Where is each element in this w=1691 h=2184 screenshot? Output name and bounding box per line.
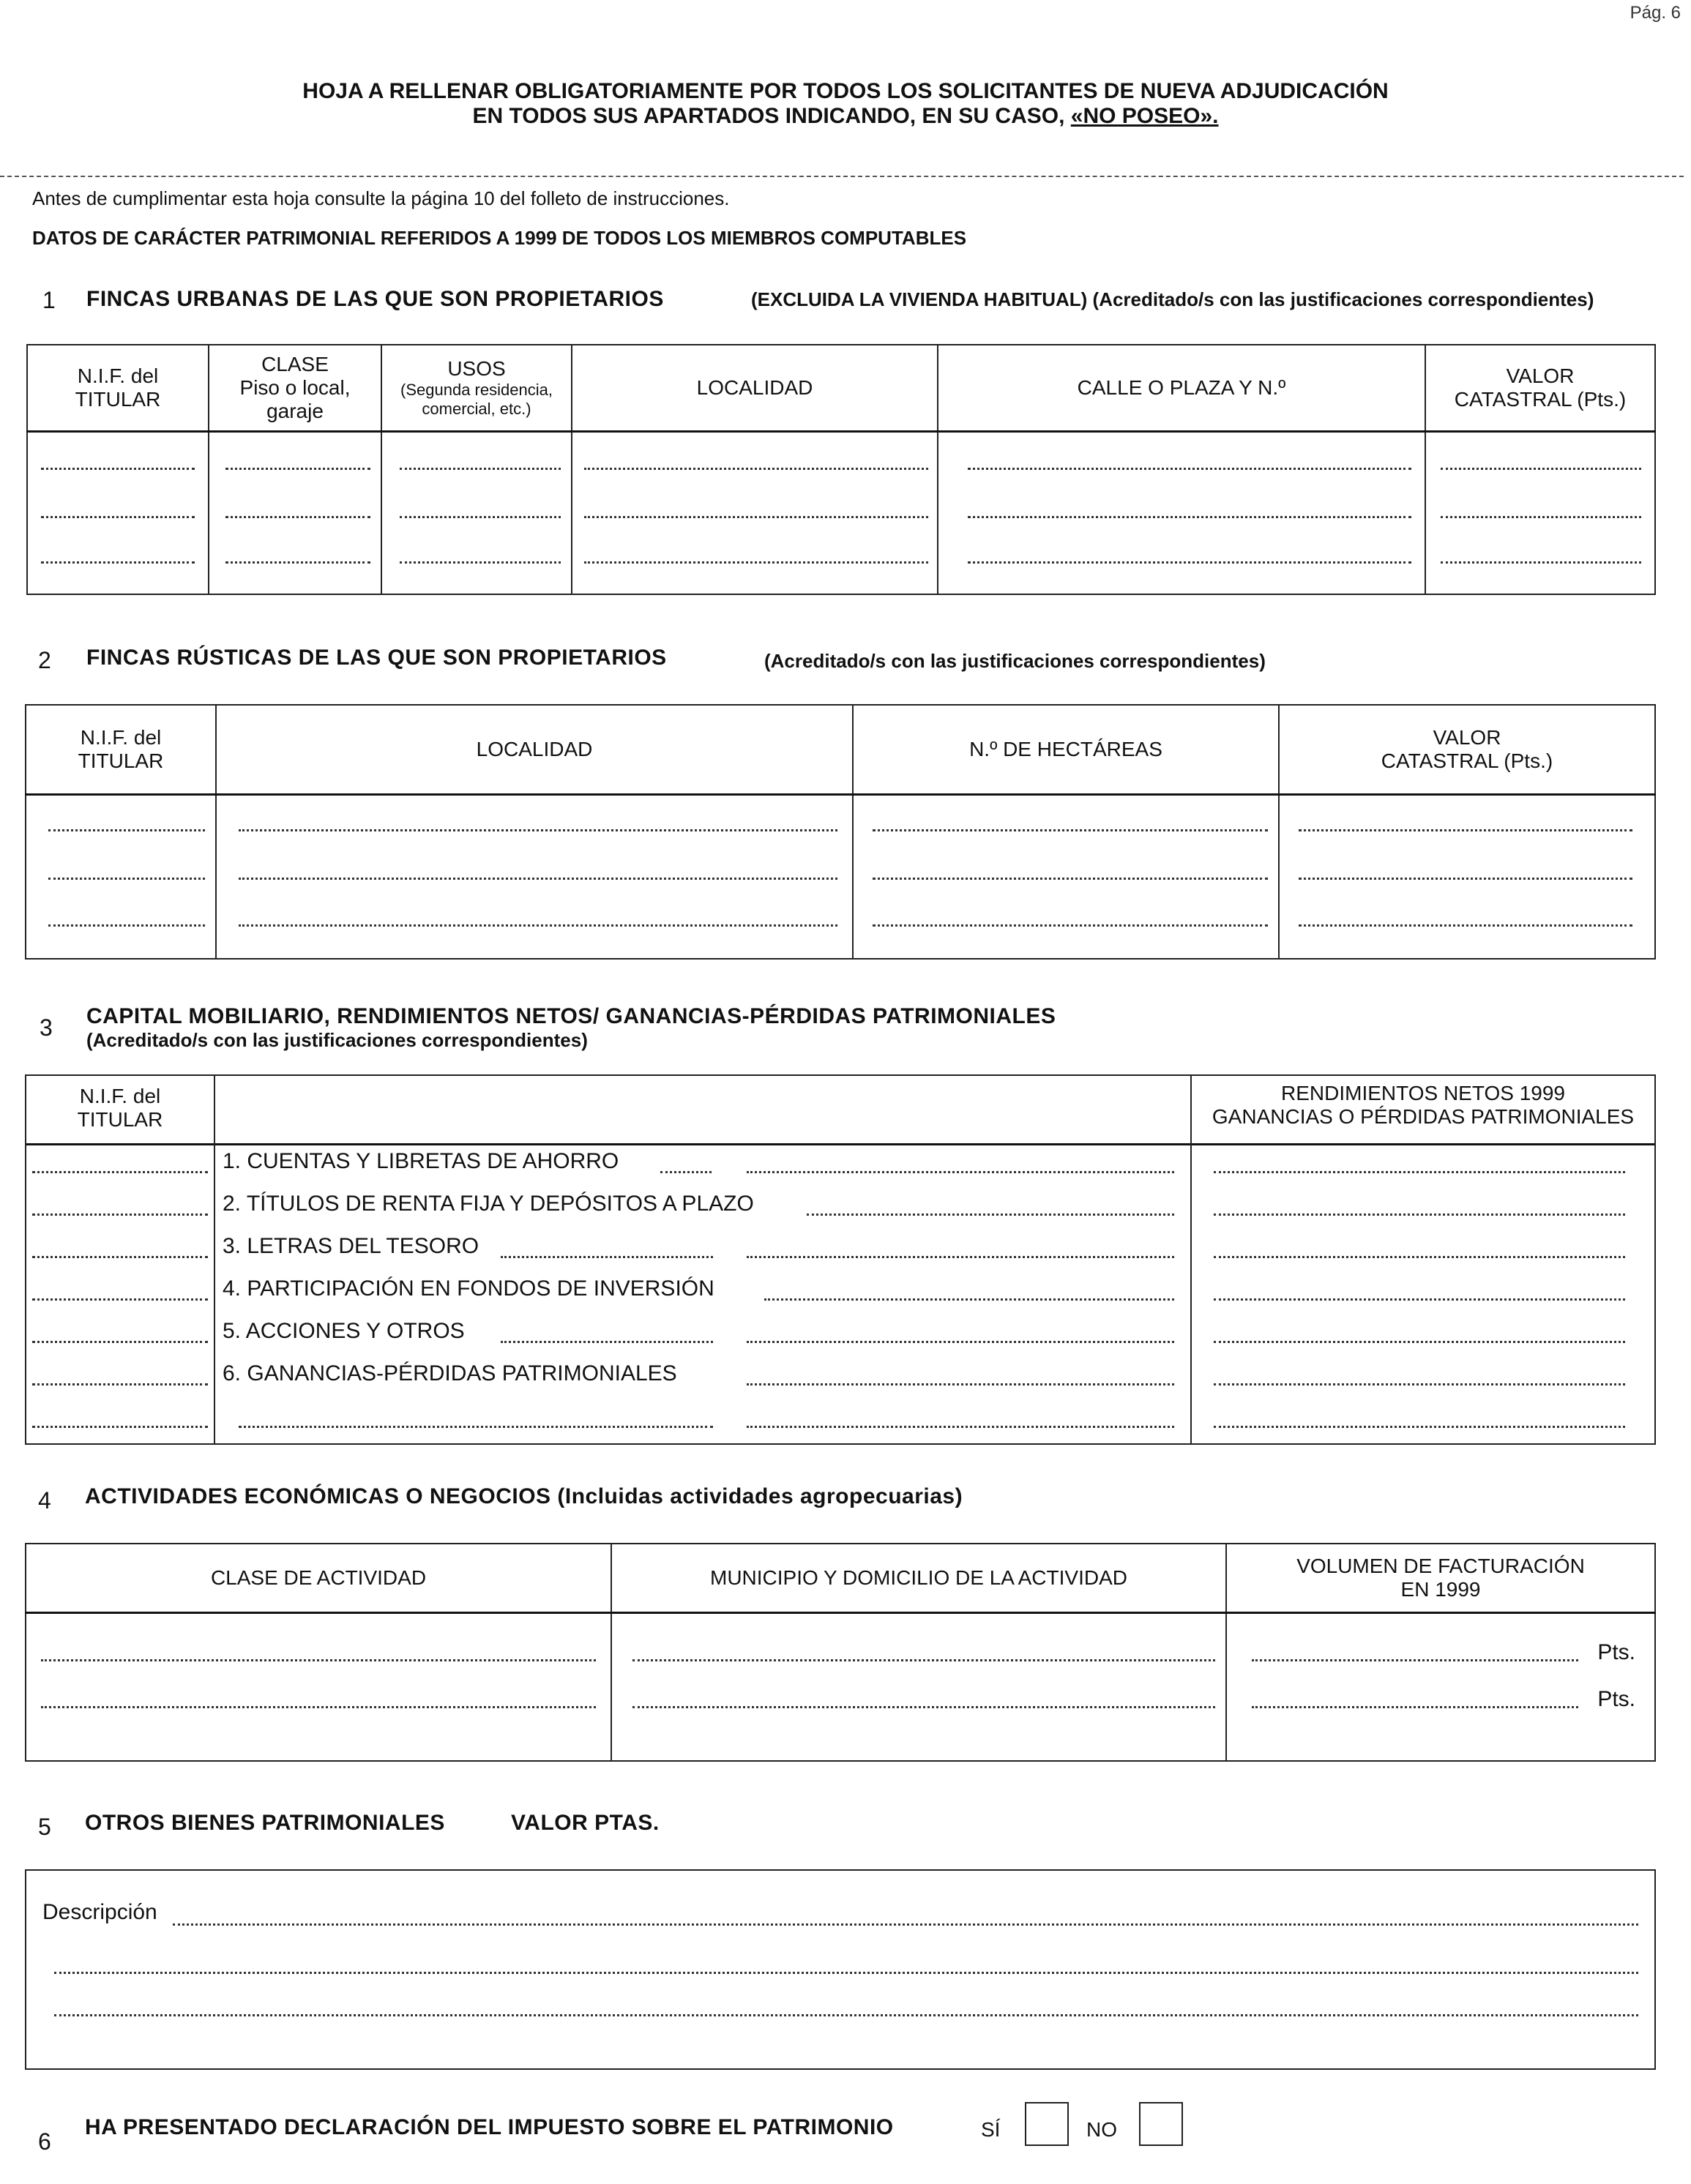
s3-item-5: 5. ACCIONES Y OTROS (223, 1319, 465, 1343)
s3-item-2: 2. TÍTULOS DE RENTA FIJA Y DEPÓSITOS A PLAZO (223, 1192, 754, 1216)
s3-item-5-leader (501, 1341, 713, 1343)
section3-table (25, 1074, 1656, 1445)
s2-col-hectareas: N.º DE HECTÁREAS (853, 705, 1279, 794)
s1-col-valor: VALOR CATASTRAL (Pts.) (1425, 345, 1655, 431)
s2-col-valor: VALOR CATASTRAL (Pts.) (1279, 705, 1655, 794)
s4-col-clase: CLASE DE ACTIVIDAD (26, 1544, 611, 1612)
s5-description-line-2[interactable] (54, 1972, 1638, 1974)
s1-nif-fields[interactable] (27, 431, 209, 594)
section4-title: ACTIVIDADES ECONÓMICAS O NEGOCIOS (Incluidas actividades agropecuarias) (85, 1484, 963, 1508)
s3-item-5-field[interactable] (747, 1341, 1174, 1343)
s2-valor-fields[interactable] (1279, 794, 1655, 959)
s3-rendimientos-fields[interactable] (1192, 1145, 1654, 1442)
s2-col-localidad: LOCALIDAD (216, 705, 853, 794)
s3-item-3-leader (501, 1256, 713, 1258)
form-header-line2-text: EN TODOS SUS APARTADOS INDICANDO, EN SU CASO, (472, 104, 1071, 128)
s5-description-line-3[interactable] (54, 2014, 1638, 2016)
section1-number: 1 (42, 287, 56, 313)
section2-subtitle: (Acreditado/s con las justificaciones correspondientes) (764, 650, 1266, 672)
s3-item-1-field[interactable] (747, 1171, 1174, 1173)
section5-number: 5 (38, 1814, 51, 1840)
form-header-line1: HOJA A RELLENAR OBLIGATORIAMENTE POR TODOS LOS SOLICITANTES DE NUEVA ADJUDICACIÓN (302, 79, 1389, 103)
section2-title: FINCAS RÚSTICAS DE LAS QUE SON PROPIETARIOS (86, 646, 667, 670)
section6-title: HA PRESENTADO DECLARACIÓN DEL IMPUESTO SOBRE EL PATRIMONIO (85, 2115, 894, 2139)
s3-item-3: 3. LETRAS DEL TESORO (223, 1234, 479, 1258)
s4-volumen-fields[interactable] (1226, 1612, 1655, 1761)
s3-item-2-field[interactable] (807, 1213, 1174, 1216)
page-number: Pág. 6 (1630, 3, 1681, 23)
s3-item-3-field[interactable] (747, 1256, 1174, 1258)
s3-nif-fields[interactable] (26, 1145, 214, 1442)
s4-col-municipio: MUNICIPIO Y DOMICILIO DE LA ACTIVIDAD (611, 1544, 1226, 1612)
s3-item-6-field[interactable] (747, 1383, 1174, 1385)
form-header-line2 (0, 104, 1691, 129)
s1-valor-fields[interactable] (1425, 431, 1655, 594)
s3-vline-1 (214, 1076, 215, 1443)
section3-title: CAPITAL MOBILIARIO, RENDIMIENTOS NETOS/ GANANCIAS-PÉRDIDAS PATRIMONIALES (86, 1004, 1056, 1028)
s4-municipio-fields[interactable] (611, 1612, 1226, 1761)
s1-col-nif: N.I.F. del TITULAR (27, 345, 209, 431)
s1-col-localidad: LOCALIDAD (572, 345, 938, 431)
s5-description-line-1[interactable] (173, 1923, 1638, 1926)
s1-calle-fields[interactable] (938, 431, 1425, 594)
section3-subtitle: (Acreditado/s con las justificaciones correspondientes) (86, 1029, 588, 1051)
s4-clase-fields[interactable] (26, 1612, 611, 1761)
s3-item-1-leader (660, 1171, 712, 1173)
s1-col-usos: USOS (Segunda residencia, comercial, etc.) (381, 345, 572, 431)
main-heading: DATOS DE CARÁCTER PATRIMONIAL REFERIDOS A 1999 DE TODOS LOS MIEMBROS COMPUTABLES (32, 227, 967, 249)
s3-item-6: 6. GANANCIAS-PÉRDIDAS PATRIMONIALES (223, 1361, 677, 1385)
s3-col-nif: N.I.F. del TITULAR (77, 1085, 163, 1131)
section4-number: 4 (38, 1487, 51, 1514)
s4-col-volumen: VOLUMEN DE FACTURACIÓN EN 1999 (1226, 1544, 1655, 1612)
s1-col-calle: CALLE O PLAZA Y N.º (938, 345, 1425, 431)
s3-col-rendimientos: RENDIMIENTOS NETOS 1999 GANANCIAS O PÉRDIDAS PATRIMONIALES (1212, 1082, 1635, 1128)
section5-box (25, 1869, 1656, 2070)
s1-usos-fields[interactable] (381, 431, 572, 594)
s1-col-clase: CLASE Piso o local, garaje (209, 345, 381, 431)
s2-localidad-fields[interactable] (216, 794, 853, 959)
section2-number: 2 (38, 647, 51, 673)
s6-no-label: NO (1086, 2118, 1117, 2141)
s1-localidad-fields[interactable] (572, 431, 938, 594)
s4-unit-2: Pts. (1597, 1686, 1635, 1711)
no-poseo-emphasis: «NO POSEO». (1070, 104, 1219, 128)
section3-number: 3 (40, 1014, 53, 1041)
section5-title: OTROS BIENES PATRIMONIALES (85, 1811, 445, 1835)
section5-value-label: VALOR PTAS. (511, 1811, 660, 1835)
section1-table (26, 344, 1656, 595)
s3-item-extra-field-a[interactable] (239, 1426, 713, 1428)
section6-number: 6 (38, 2128, 51, 2155)
header-divider (0, 176, 1684, 177)
s3-item-4: 4. PARTICIPACIÓN EN FONDOS DE INVERSIÓN (223, 1276, 714, 1301)
s5-description-label: Descripción (42, 1900, 157, 1924)
s1-clase-fields[interactable] (209, 431, 381, 594)
section2-table (25, 704, 1656, 960)
s6-yes-checkbox[interactable] (1025, 2102, 1069, 2146)
s3-item-1: 1. CUENTAS Y LIBRETAS DE AHORRO (223, 1149, 619, 1173)
s2-hectareas-fields[interactable] (853, 794, 1279, 959)
section4-table (25, 1543, 1656, 1762)
s6-yes-label: SÍ (981, 2118, 1001, 2141)
s3-item-4-field[interactable] (764, 1298, 1174, 1301)
section1-title: FINCAS URBANAS DE LAS QUE SON PROPIETARIOS (86, 287, 664, 311)
s4-unit-1: Pts. (1597, 1639, 1635, 1664)
section1-subtitle: (EXCLUIDA LA VIVIENDA HABITUAL) (Acreditado/s con las justificaciones correspondientes) (751, 288, 1594, 310)
s2-col-nif: N.I.F. del TITULAR (26, 705, 216, 794)
s6-no-checkbox[interactable] (1139, 2102, 1183, 2146)
s2-nif-fields[interactable] (26, 794, 216, 959)
s3-item-extra-field-b[interactable] (747, 1426, 1174, 1428)
instructions-text: Antes de cumplimentar esta hoja consulte la página 10 del folleto de instrucciones. (32, 187, 730, 209)
